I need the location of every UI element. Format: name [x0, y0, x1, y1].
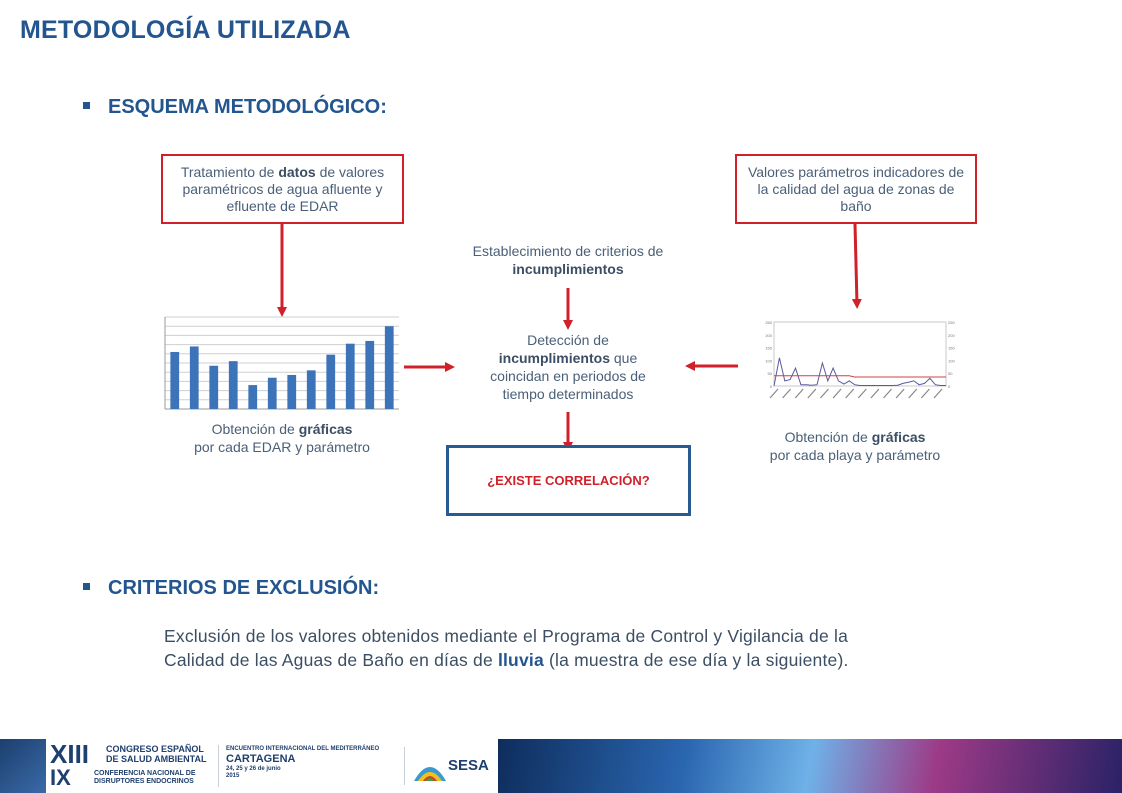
right-caption-bold: gráficas [871, 429, 926, 445]
left-caption-bold: gráficas [298, 421, 353, 437]
section-heading-text: ESQUEMA METODOLÓGICO: [108, 96, 387, 118]
correlation-question-text: ¿EXISTE CORRELACIÓN? [487, 473, 650, 488]
bar-chart-bar [248, 385, 257, 409]
bar-chart-bar [365, 341, 374, 409]
criteria-node [445, 242, 691, 278]
encuentro-block [226, 745, 379, 780]
right-chart-caption [730, 428, 980, 464]
congress-line3: CONFERENCIA NACIONAL DE [94, 770, 196, 777]
right-caption-line2: por cada playa y parámetro [769, 447, 941, 463]
line-chart-series-0 [774, 358, 946, 386]
line-chart-ytick-left: 50 [767, 371, 772, 377]
encuentro-line1: ENCUENTRO INTERNACIONAL DEL MEDITERRÁNEO [226, 746, 380, 752]
line-chart-xtick-mark [770, 389, 778, 398]
line-chart-xtick-mark [833, 389, 841, 398]
line-chart-xtick-mark [934, 389, 942, 398]
line-chart-ytick-right: 150 [948, 345, 955, 351]
sesa-wordmark: SESA [448, 757, 489, 774]
right-caption-a: Obtención de [784, 429, 872, 445]
line-chart-xtick-mark [795, 389, 803, 398]
footer-divider [404, 747, 405, 785]
bar-chart-bar [209, 366, 218, 409]
detection-node [468, 331, 668, 403]
criteria-text: Establecimiento de criterios de [472, 243, 664, 259]
box-bathing-water [735, 154, 977, 224]
exclusion-line2-a: Calidad de las Aguas de Baño en días de [164, 650, 498, 670]
line-chart-ytick-left: 250 [765, 320, 772, 325]
congress-name [106, 744, 207, 764]
section-heading-criterios [83, 577, 379, 600]
box-edar-data [161, 154, 404, 224]
detection-text-b: que coincidan en periodos de tiempo determinados [490, 350, 646, 402]
box-left-text-b: de valores paramétricos de agua afluente y efluente de EDAR [182, 163, 385, 214]
congress-line2: DE SALUD AMBIENTAL [106, 754, 207, 764]
line-chart-ytick-left: 0 [769, 384, 772, 389]
line-chart-ytick-right: 0 [948, 384, 951, 389]
conference-name [94, 770, 196, 786]
bar-chart-bar [170, 352, 179, 409]
arrow-right-box-to-chart [855, 224, 857, 304]
line-chart-xtick-mark [884, 389, 892, 398]
exclusion-line2-b: (la muestra de ese día y la siguiente). [543, 650, 849, 670]
left-caption-line2: por cada EDAR y parámetro [194, 439, 370, 455]
bar-chart-bar [229, 361, 238, 409]
section-heading-text: CRITERIOS DE EXCLUSIÓN: [108, 577, 380, 599]
bar-chart-bar [385, 326, 394, 409]
line-chart-ytick-left: 100 [765, 358, 772, 364]
page-title: METODOLOGÍA UTILIZADA [20, 16, 351, 44]
edar-bar-chart [163, 315, 401, 411]
encuentro-dates: 24, 25 y 26 de junio [226, 766, 281, 772]
exclusion-line1: Exclusión de los valores obtenidos mediante el Programa de Control y Vigilancia de la [164, 626, 848, 646]
line-chart-ytick-left: 150 [765, 345, 772, 351]
congress-number-ix: IX [50, 765, 71, 790]
line-chart-series-1 [774, 376, 946, 377]
line-chart-xtick-mark [921, 389, 929, 398]
box-left-text-a: Tratamiento de [180, 163, 279, 180]
bar-chart-bar [268, 378, 277, 409]
exclusion-paragraph [164, 624, 1064, 672]
line-chart-xtick-mark [896, 389, 904, 398]
congress-number-xiii: XIII [50, 739, 90, 769]
line-chart-xtick-mark [909, 389, 917, 398]
bar-chart-bar [326, 355, 335, 409]
line-chart-ytick-right: 200 [948, 332, 955, 338]
sesa-logo-icon [412, 751, 448, 785]
line-chart-ytick-left: 200 [765, 332, 772, 338]
bar-chart-bar [190, 346, 199, 409]
encuentro-city: CARTAGENA [226, 753, 296, 765]
detection-text-a: Detección de [527, 332, 609, 348]
line-chart-frame [774, 322, 946, 386]
line-chart-ytick-right: 50 [948, 371, 953, 377]
congress-line1: CONGRESO ESPAÑOL [106, 744, 204, 754]
bar-chart-bar [346, 344, 355, 409]
box-right-text: Valores parámetros indicadores de la calidad del agua de zonas de baño [747, 163, 965, 214]
criteria-text-bold: incumplimientos [512, 261, 624, 277]
left-chart-caption [163, 420, 401, 456]
square-bullet-icon [83, 583, 90, 590]
line-chart-xtick-mark [858, 389, 866, 398]
line-chart-xtick-mark [871, 389, 879, 398]
encuentro-year: 2015 [226, 773, 240, 779]
line-chart-ytick-right: 100 [948, 358, 955, 364]
beach-line-chart [760, 318, 960, 408]
footer-left-strip [0, 739, 46, 793]
box-left-text-bold: datos [278, 163, 316, 180]
footer-decor-swirl [498, 739, 1122, 793]
exclusion-line2-bold: lluvia [497, 650, 544, 670]
footer-logo-area [46, 739, 498, 793]
line-chart-xtick-mark [846, 389, 854, 398]
footer-divider [218, 745, 219, 787]
footer-banner [0, 739, 1122, 793]
line-chart-xtick-mark [783, 389, 791, 398]
left-caption-a: Obtención de [211, 421, 299, 437]
bar-chart-bar [307, 370, 316, 409]
bar-chart-bar [287, 375, 296, 409]
line-chart-ytick-right: 250 [948, 320, 955, 325]
congress-line4: DISRUPTORES ENDOCRINOS [94, 778, 194, 785]
line-chart-xtick-mark [808, 389, 816, 398]
line-chart-xtick-mark [820, 389, 828, 398]
detection-text-bold: incumplimientos [498, 350, 610, 366]
correlation-question-box [446, 445, 691, 516]
